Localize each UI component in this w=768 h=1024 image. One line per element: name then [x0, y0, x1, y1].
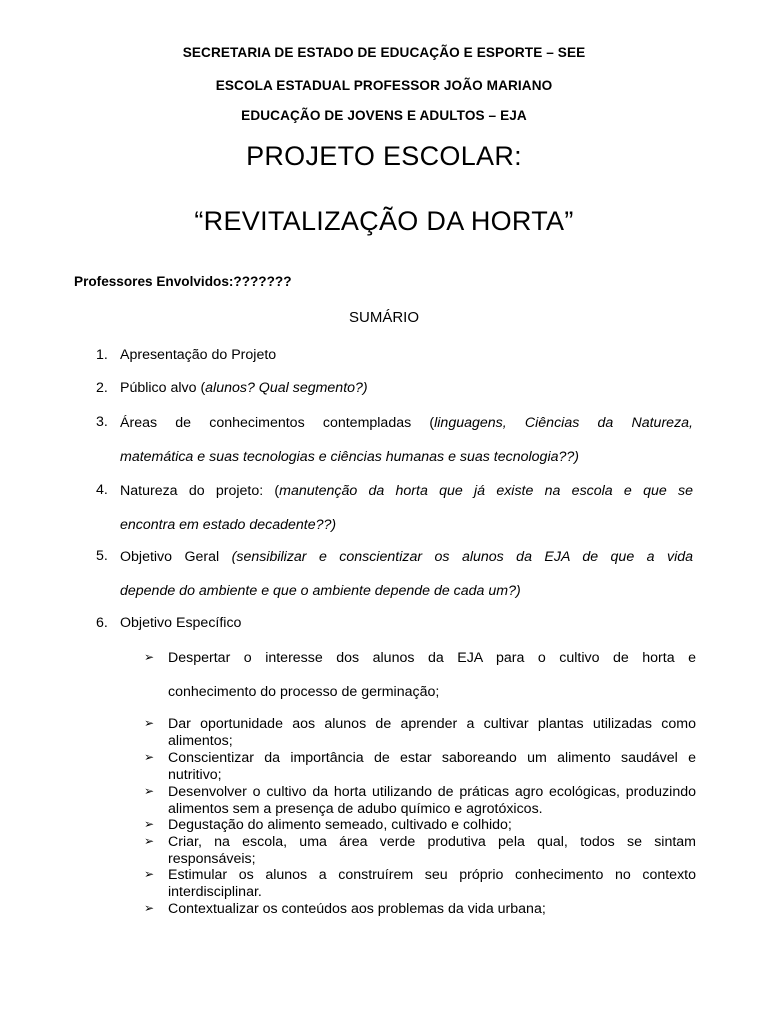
- arrow-bullet-icon: ➢: [144, 867, 155, 881]
- project-title: PROJETO ESCOLAR:: [246, 141, 522, 171]
- header-secretaria: SECRETARIA DE ESTADO DE EDUCAÇÃO E ESPORTE – SEE: [182, 45, 586, 60]
- header-school: ESCOLA ESTADUAL PROFESSOR JOÃO MARIANO: [215, 78, 553, 93]
- list-text-regular: Natureza do projeto: (: [120, 483, 280, 499]
- list-text-italic: encontra em estado decadente??): [120, 517, 337, 533]
- bullet-text: Estimular os alunos a construírem seu próprio conhecimento no contexto interdisciplinar.: [168, 867, 696, 900]
- list-number: 6.: [96, 615, 108, 631]
- list-text-italic: alunos? Qual segmento?): [205, 380, 368, 396]
- list-number: 5.: [96, 548, 108, 564]
- project-name: “REVITALIZAÇÃO DA HORTA”: [194, 206, 574, 236]
- list-text-regular: Áreas de conhecimentos contempladas (: [120, 415, 435, 431]
- list-text: [120, 406, 693, 474]
- list-text: [120, 474, 693, 542]
- bullet-text: Desenvolver o cultivo da horta utilizando de práticas agro ecológicas, produzindo alimentos sem a presença de adubo químico e agrotóxicos.: [168, 784, 696, 817]
- list-text: Apresentação do Projeto: [120, 347, 277, 363]
- bullet-text: Degustação do alimento semeado, cultivado e colhido;: [168, 817, 512, 833]
- list-text-line: [120, 540, 693, 574]
- list-text-italic: depende do ambiente e que o ambiente depende de cada um?): [120, 583, 521, 599]
- list-text-regular: Público alvo (: [120, 380, 206, 396]
- arrow-bullet-icon: ➢: [144, 817, 155, 831]
- bullet-text: Dar oportunidade aos alunos de aprender a cultivar plantas utilizadas como alimentos;: [168, 716, 696, 749]
- list-number: 2.: [96, 380, 108, 396]
- list-number: 3.: [96, 414, 108, 430]
- arrow-bullet-icon: ➢: [144, 650, 155, 664]
- list-text-line: [120, 474, 693, 508]
- professors-line: Professores Envolvidos:???????: [74, 274, 292, 289]
- list-text: Objetivo Específico: [120, 615, 242, 631]
- list-text: [120, 380, 693, 396]
- arrow-bullet-icon: ➢: [144, 750, 155, 764]
- list-number: 1.: [96, 347, 108, 363]
- bullet-text-line: conhecimento do processo de germinação;: [168, 684, 440, 700]
- arrow-bullet-icon: ➢: [144, 834, 155, 848]
- header-eja: EDUCAÇÃO DE JOVENS E ADULTOS – EJA: [241, 108, 527, 123]
- list-text: [120, 540, 693, 608]
- arrow-bullet-icon: ➢: [144, 716, 155, 730]
- list-text-regular: Objetivo Geral: [120, 549, 232, 565]
- list-number: 4.: [96, 482, 108, 498]
- bullet-text-line: Despertar o interesse dos alunos da EJA para o cultivo de horta e: [168, 650, 696, 666]
- list-text-italic: (sensibilizar e conscientizar os alunos da EJA de que a vida: [231, 549, 693, 565]
- bullet-text: Conscientizar da importância de estar saboreando um alimento saudável e nutritivo;: [168, 750, 696, 783]
- arrow-bullet-icon: ➢: [144, 901, 155, 915]
- list-text-line: [120, 406, 693, 440]
- bullet-text: Contextualizar os conteúdos aos problemas da vida urbana;: [168, 901, 546, 917]
- list-text-italic: manutenção da horta que já existe na escola e que se: [279, 483, 693, 499]
- arrow-bullet-icon: ➢: [144, 784, 155, 798]
- bullet-text: Criar, na escola, uma área verde produtiva pela qual, todos se sintam responsáveis;: [168, 834, 696, 867]
- bullet-text: [168, 641, 696, 709]
- list-text-italic: matemática e suas tecnologias e ciências humanas e suas tecnologia??): [120, 449, 579, 465]
- list-text-italic: linguagens, Ciências da Natureza,: [434, 415, 693, 431]
- summary-heading: SUMÁRIO: [348, 309, 419, 326]
